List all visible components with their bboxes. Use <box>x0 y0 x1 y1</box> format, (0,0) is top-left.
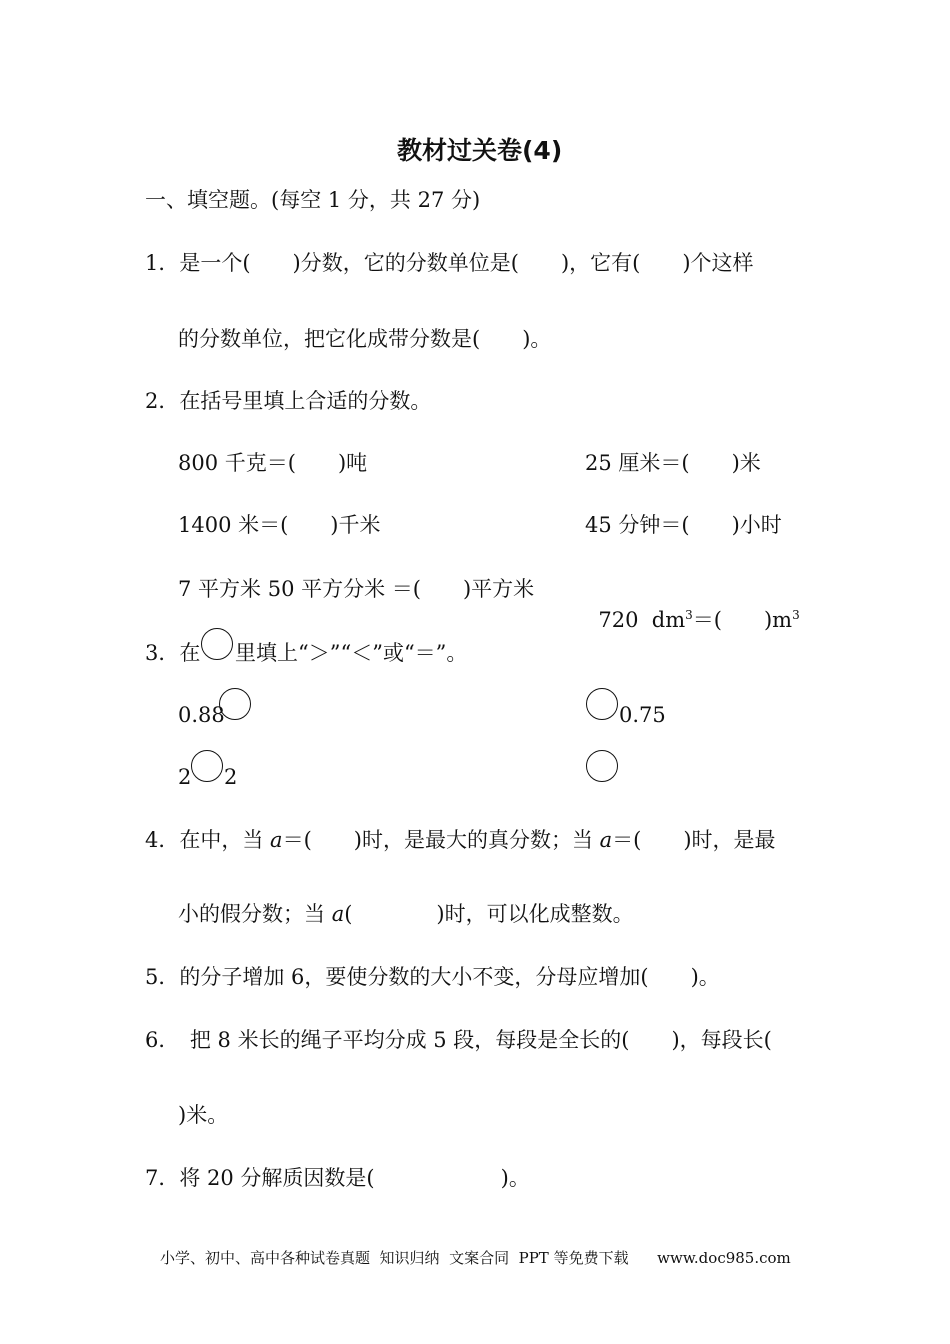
question-2-item-c: 1400 米＝( )千米 <box>178 513 381 537</box>
question-2-item-f <box>585 576 800 633</box>
q4-l1-b: ＝( )时，是最大的真分数；当 <box>282 828 600 852</box>
q2-f-pre: 720 dm <box>598 608 686 632</box>
answer-circle-b[interactable] <box>586 688 618 720</box>
question-3-heading-pre: 3．在 <box>145 641 201 665</box>
question-7: 7．将 20 分解质因数是( )。 <box>145 1166 530 1190</box>
question-2-heading: 2．在括号里填上合适的分数。 <box>145 389 432 413</box>
question-2-item-e: 7 平方米 50 平方分米 ＝( )平方米 <box>178 577 535 601</box>
q4-l1-c: ＝( )时，是最 <box>612 828 776 852</box>
q4-l1-a: 4．在中，当 <box>145 828 271 852</box>
answer-circle-c[interactable] <box>191 750 223 782</box>
q2-f-sup1: 3 <box>685 608 693 622</box>
q2-f-mid: ＝( )m <box>692 608 793 632</box>
page-footer: 小学、初中、高中各种试卷真题 知识归纳 文案合同 PPT 等免费下载 www.doc985.com <box>160 1249 791 1267</box>
q4-var-2: a <box>599 828 613 852</box>
question-3-item-a: 0.88 <box>178 703 225 727</box>
section-heading: 一、填空题。(每空 1 分，共 27 分) <box>145 188 481 212</box>
question-3-item-c-left: 2 <box>178 765 192 789</box>
question-5: 5．的分子增加 6，要使分数的大小不变，分母应增加( )。 <box>145 965 720 989</box>
q4-var-3: a <box>331 902 345 926</box>
answer-circle-a[interactable] <box>219 688 251 720</box>
question-4-line-2 <box>178 901 634 927</box>
q2-f-sup2: 3 <box>792 608 800 622</box>
page-title: 教材过关卷(4) <box>397 136 563 165</box>
question-6-line-2: )米。 <box>178 1103 229 1127</box>
q4-l2-b: ( )时，可以化成整数。 <box>344 902 634 926</box>
question-2-item-b: 25 厘米＝( )米 <box>585 451 761 475</box>
compare-circle-icon <box>201 628 233 660</box>
question-2-item-d: 45 分钟＝( )小时 <box>585 513 782 537</box>
answer-circle-d[interactable] <box>586 750 618 782</box>
question-6-line-1: 6． 把 8 米长的绳子平均分成 5 段，每段是全长的( )，每段长( <box>145 1028 772 1052</box>
question-3-item-c-right: 2 <box>224 765 238 789</box>
question-1-line-2: 的分数单位，把它化成带分数是( )。 <box>178 327 552 351</box>
q4-l2-a: 小的假分数；当 <box>178 902 332 926</box>
q4-var-1: a <box>270 828 283 852</box>
question-3-item-b: 0.75 <box>619 703 666 727</box>
question-1-line-1: 1．是一个( )分数，它的分数单位是( )，它有( )个这样 <box>145 251 754 275</box>
question-2-item-a: 800 千克＝( )吨 <box>178 451 368 475</box>
question-4-line-1 <box>145 827 776 853</box>
question-3-heading-post: 里填上“＞”“＜”或“＝”。 <box>235 641 468 665</box>
